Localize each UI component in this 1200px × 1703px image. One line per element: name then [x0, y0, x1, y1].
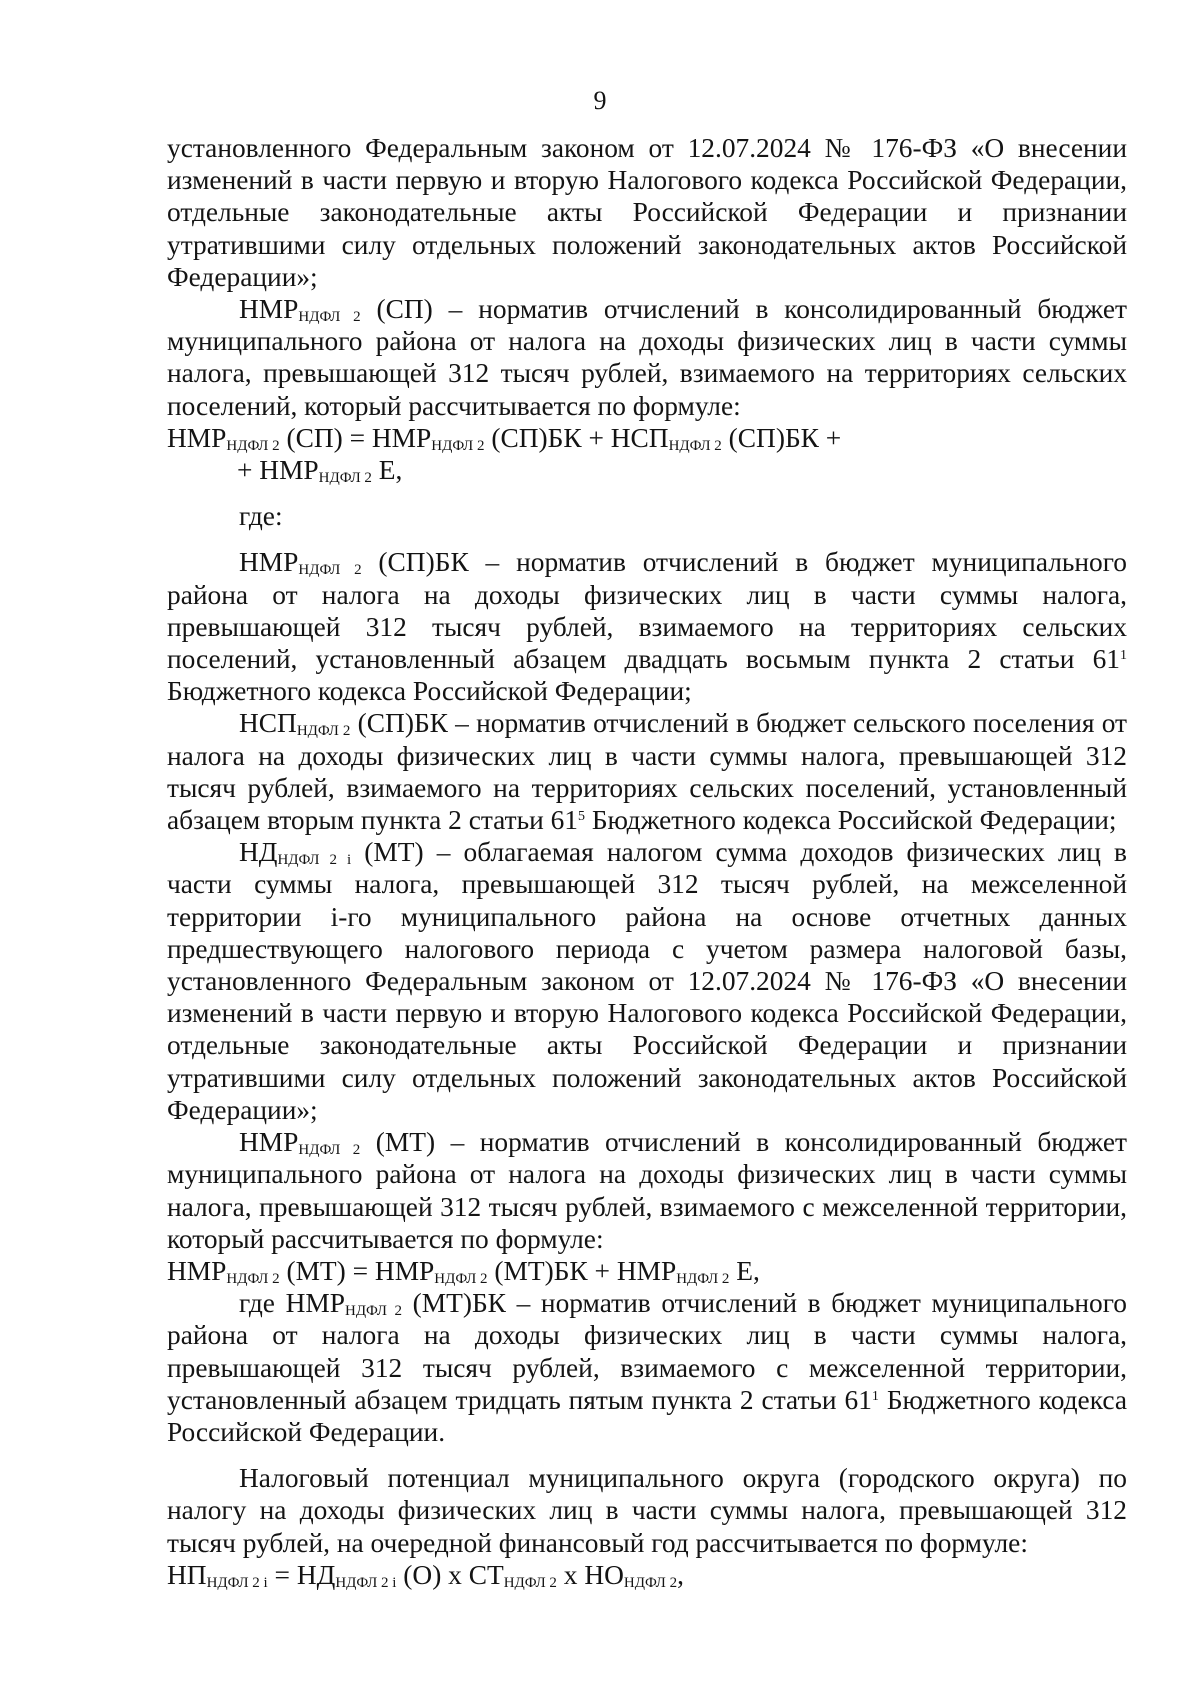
- term-subscript: НДФЛ 2 i: [277, 852, 352, 869]
- formula-part: Е,: [729, 1255, 760, 1286]
- article-superscript: 1: [1120, 648, 1127, 664]
- formula-subscript: НДФЛ 2: [623, 1574, 678, 1591]
- definition-nsp-sp-bk: [167, 707, 1127, 836]
- definition-nmr-sp-bk: [167, 546, 1127, 707]
- term-suffix: (МТ): [351, 837, 424, 868]
- paragraph-tax-potential: Налоговый потенциал муниципального округа (городского округа) по налогу на доходы физических лиц в части суммы налога, превышающей 312 тысяч рублей, на очередной финансовый год рассчитывается по формуле:: [167, 1463, 1127, 1558]
- term-suffix: (СП)БК: [350, 708, 448, 739]
- formula-subscript: НДФЛ 2: [668, 437, 722, 454]
- formula-part: = НД: [267, 1559, 336, 1590]
- term-suffix: (СП): [360, 294, 433, 325]
- formula-subscript: НДФЛ 2: [434, 1270, 488, 1287]
- term-subscript: НДФЛ 2: [298, 309, 361, 326]
- formula-part: Е,: [371, 455, 403, 486]
- term: НМР: [285, 1288, 345, 1319]
- formula-subscript: НДФЛ 2 i: [335, 1574, 397, 1591]
- definition-text: – облагаемая налогом сумма доходов физических лиц в части суммы налога, превышающей 312 тысяч рублей, на межселенной территории i-го муниципального района на основе отчетных данных предшествующего налогового периода с учетом размера налоговой базы, установленного Федеральным законом от 12.07.2024 № 176-ФЗ «О внесении изменений в части первую и вторую Налогового кодекса Российской Федерации, отдельные законодательные акты Российской Федерации и признании утратившими силу отдельных положений законодательных актов Российской Федерации»;: [167, 837, 1127, 1125]
- formula-nmr-sp-line2: [167, 454, 1127, 486]
- formula-part: (МТ)БК + НМР: [487, 1255, 677, 1286]
- page-number: 9: [593, 86, 607, 115]
- term-subscript: НДФЛ 2: [298, 1142, 361, 1159]
- formula-subscript: НДФЛ 2: [503, 1574, 557, 1591]
- definition-text-end: Бюджетного кодекса Российской Федерации;: [584, 805, 1117, 836]
- definition-text-end: Бюджетного кодекса Российской Федерации.: [167, 1384, 1127, 1447]
- formula-part: (СП)БК +: [721, 422, 842, 453]
- term-suffix: (СП)БК: [361, 547, 469, 578]
- where-label: где:: [239, 501, 283, 532]
- definition-text: – норматив отчислений в консолидированный бюджет муниципального района от налога на доходы физических лиц в части суммы налога, превышающей 312 тысяч рублей, взимаемого на территориях сельских поселений, который рассчитывается по формуле:: [167, 294, 1127, 421]
- article-superscript: 1: [871, 1388, 879, 1404]
- formula-part: (О) х СТ: [396, 1559, 504, 1590]
- term: НД: [239, 837, 278, 868]
- definition-text-end: Бюджетного кодекса Российской Федерации;: [167, 676, 692, 707]
- formula-np: [167, 1559, 1127, 1591]
- term-subscript: НДФЛ 2: [344, 1303, 402, 1320]
- formula-nmr-mt: [167, 1255, 1127, 1287]
- formula-subscript: НДФЛ 2: [226, 1270, 280, 1287]
- formula-part: НМР: [167, 1255, 227, 1286]
- where-label: где: [239, 1288, 286, 1319]
- formula-part: (МТ) = НМР: [279, 1255, 435, 1286]
- paragraph-continuation: установленного Федеральным законом от 12.07.2024 № 176-ФЗ «О внесении изменений в части первую и вторую Налогового кодекса Российской Федерации, отдельные законодательные акты Российской Федерации и признании утратившими силу отдельных положений законодательных актов Российской Федерации»;: [167, 133, 1127, 292]
- formula-part: НМР: [167, 422, 227, 453]
- definition-nd-mt: [167, 836, 1127, 1126]
- term: НМР: [239, 1127, 299, 1158]
- formula-nmr-sp-line1: [167, 422, 1127, 454]
- article-superscript: 5: [577, 809, 585, 825]
- definition-text: – норматив отчислений в бюджет муниципального района от налога на доходы физических лиц в части суммы налога, превышающей 312 тысяч рублей, взимаемого на территориях сельских поселений, установленный абзацем двадцать восьмым пункта 2 статьи 61: [167, 547, 1127, 675]
- formula-part: х НО: [556, 1559, 624, 1590]
- formula-part: ,: [677, 1559, 684, 1590]
- term-subscript: НДФЛ 2: [298, 562, 362, 579]
- formula-part: НП: [167, 1559, 207, 1590]
- definition-nmr-mt-bk: [167, 1287, 1127, 1448]
- formula-subscript: НДФЛ 2: [431, 437, 485, 454]
- document-body: [167, 132, 1127, 1591]
- term-suffix: (МТ): [360, 1127, 436, 1158]
- definition-text: – норматив отчислений в бюджет сельского поселения от налога на доходы физических лиц в части суммы налога, превышающей 312 тысяч рублей, взимаемого на территориях сельских поселений, установленный абзацем вторым пункта 2 статьи 61: [167, 708, 1127, 836]
- formula-subscript: НДФЛ 2 i: [206, 1574, 268, 1591]
- formula-subscript: НДФЛ 2: [676, 1270, 730, 1287]
- formula-subscript: НДФЛ 2: [318, 470, 372, 487]
- formula-part: + НМР: [237, 455, 319, 486]
- definition-text: – норматив отчислений в бюджет муниципального района от налога на доходы физических лиц в части суммы налога, превышающей 312 тысяч рублей, взимаемого с межселенной территории, установленный абзацем тридцать пятым пункта 2 статьи 61: [167, 1288, 1127, 1415]
- formula-part: (СП)БК + НСП: [484, 422, 669, 453]
- definition-text: – норматив отчислений в консолидированный бюджет муниципального района от налога на доходы физических лиц в части суммы налога, превышающей 312 тысяч рублей, взимаемого с межселенной территории, который рассчитывается по формуле:: [167, 1127, 1127, 1254]
- term: НМР: [239, 294, 299, 325]
- term-subscript: НДФЛ 2: [296, 723, 351, 740]
- term: НМР: [239, 547, 299, 578]
- term-suffix: (МТ)БК: [401, 1288, 506, 1319]
- definition-nmr-sp: [167, 293, 1127, 422]
- formula-part: (СП) = НМР: [279, 422, 432, 453]
- definition-nmr-mt: [167, 1126, 1127, 1255]
- term: НСП: [239, 708, 297, 739]
- formula-subscript: НДФЛ 2: [226, 437, 280, 454]
